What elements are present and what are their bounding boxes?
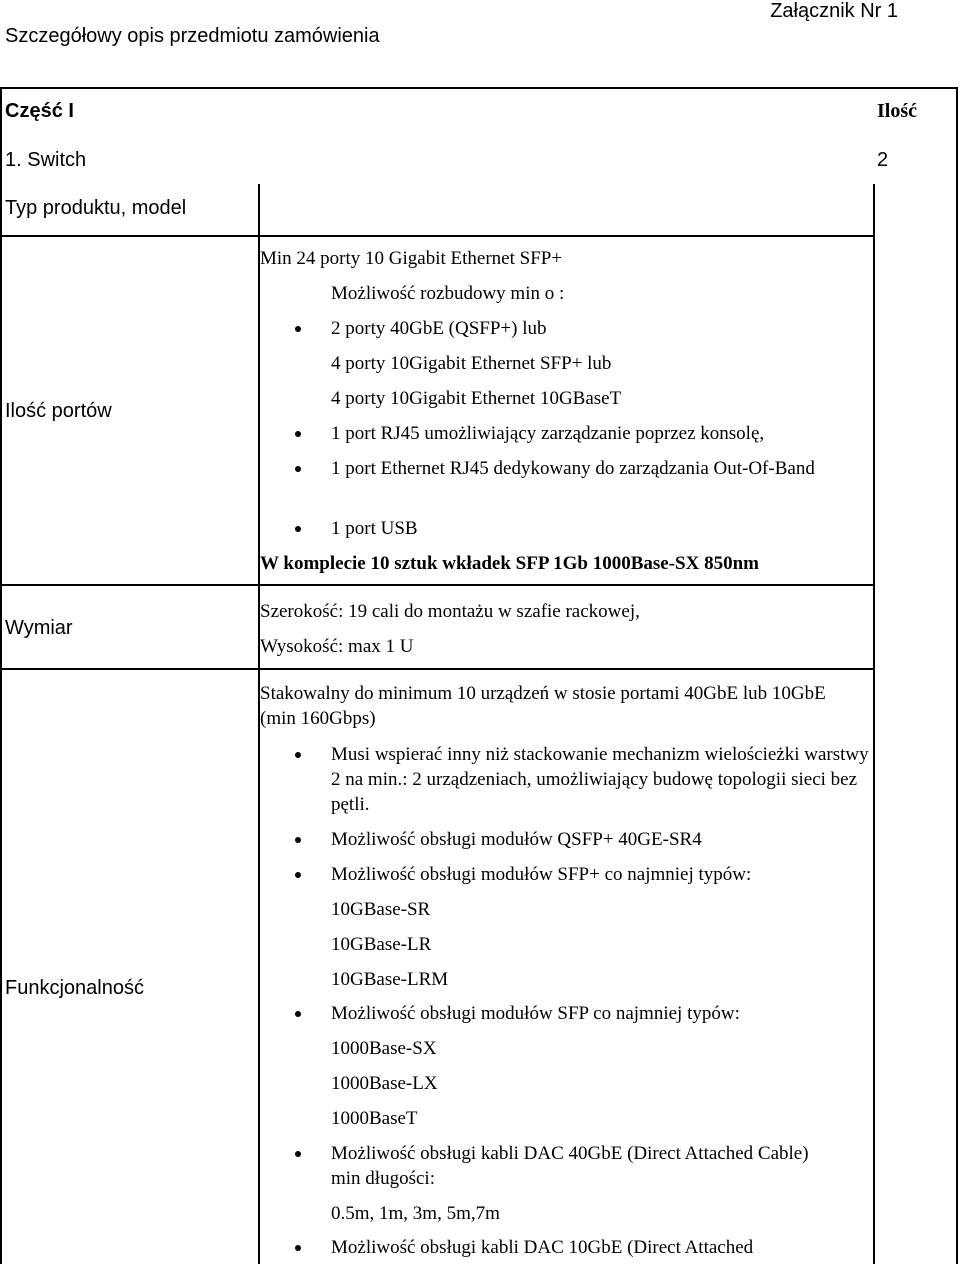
spec-bullet: Możliwość obsługi kabli DAC 10GbE (Direct Attached — [331, 1237, 754, 1258]
table-top-border — [0, 87, 958, 89]
spec-line: 1000Base-SX — [331, 1038, 437, 1059]
spec-line: 10GBase-SR — [331, 899, 431, 920]
spec-bullet: Możliwość obsługi modułów QSFP+ 40GE-SR4 — [331, 829, 702, 850]
spec-line: 1000BaseT — [331, 1108, 418, 1129]
annex-label: Załącznik Nr 1 — [770, 0, 898, 22]
row-divider-dimension — [0, 668, 875, 670]
spec-bullet: Możliwość obsługi modułów SFP+ co najmniej typów: — [331, 864, 752, 885]
qty-header: Ilość — [877, 100, 917, 122]
spec-bullet: Musi wspierać inny niż stackowanie mechanizm wielościeżki warstwy 2 na min.: 2 urządzeniach, umożliwiający budowę topologii sieci bez pętli. — [331, 742, 871, 817]
row-label-ports: Ilość portów — [5, 400, 112, 422]
spec-bullet: Możliwość obsługi kabli DAC 40GbE (Direct Attached Cable) min długości: — [331, 1141, 831, 1191]
document-title: Szczegółowy opis przedmiotu zamówienia — [5, 25, 380, 47]
qty-column-divider — [873, 184, 875, 1264]
spec-line: 0.5m, 1m, 3m, 5m,7m — [331, 1203, 500, 1224]
spec-bullet: 2 porty 40GbE (QSFP+) lub — [331, 318, 547, 339]
table-left-border — [0, 87, 2, 1264]
spec-line-bold: W komplecie 10 sztuk wkładek SFP 1Gb 1000Base-SX 850nm — [260, 553, 759, 574]
spec-bullet: 1 port Ethernet RJ45 dedykowany do zarządzania Out-Of-Band — [331, 456, 851, 481]
spec-line: 4 porty 10Gigabit Ethernet SFP+ lub — [331, 353, 612, 374]
spec-line: 1000Base-LX — [331, 1073, 438, 1094]
table-right-border — [956, 87, 958, 1264]
spec-bullet: 1 port USB — [331, 518, 418, 539]
item-qty: 2 — [877, 149, 889, 171]
spec-line: Min 24 porty 10 Gigabit Ethernet SFP+ — [260, 248, 563, 269]
part-label: Część I — [5, 100, 74, 122]
spec-line: Wysokość: max 1 U — [260, 636, 414, 657]
row-label-type: Typ produktu, model — [5, 197, 187, 219]
spec-line: 4 porty 10Gigabit Ethernet 10GBaseT — [331, 388, 622, 409]
spec-line: Szerokość: 19 cali do montażu w szafie rackowej, — [260, 601, 640, 622]
spec-bullet: 1 port RJ45 umożliwiający zarządzanie poprzez konsolę, — [331, 423, 765, 444]
spec-line: Możliwość rozbudowy min o : — [331, 283, 565, 304]
spec-line: 10GBase-LR — [331, 934, 432, 955]
row-divider-type — [0, 235, 875, 237]
row-label-functionality: Funkcjonalność — [5, 977, 144, 999]
spec-line: Stakowalny do minimum 10 urządzeń w stosie portami 40GbE lub 10GbE (min 160Gbps) — [260, 683, 826, 729]
row-label-dimension: Wymiar — [5, 617, 73, 639]
spec-line: 10GBase-LRM — [331, 969, 449, 990]
row-divider-ports — [0, 584, 875, 586]
spec-bullet: Możliwość obsługi modułów SFP co najmniej typów: — [331, 1003, 740, 1024]
item-name: 1. Switch — [5, 149, 87, 171]
